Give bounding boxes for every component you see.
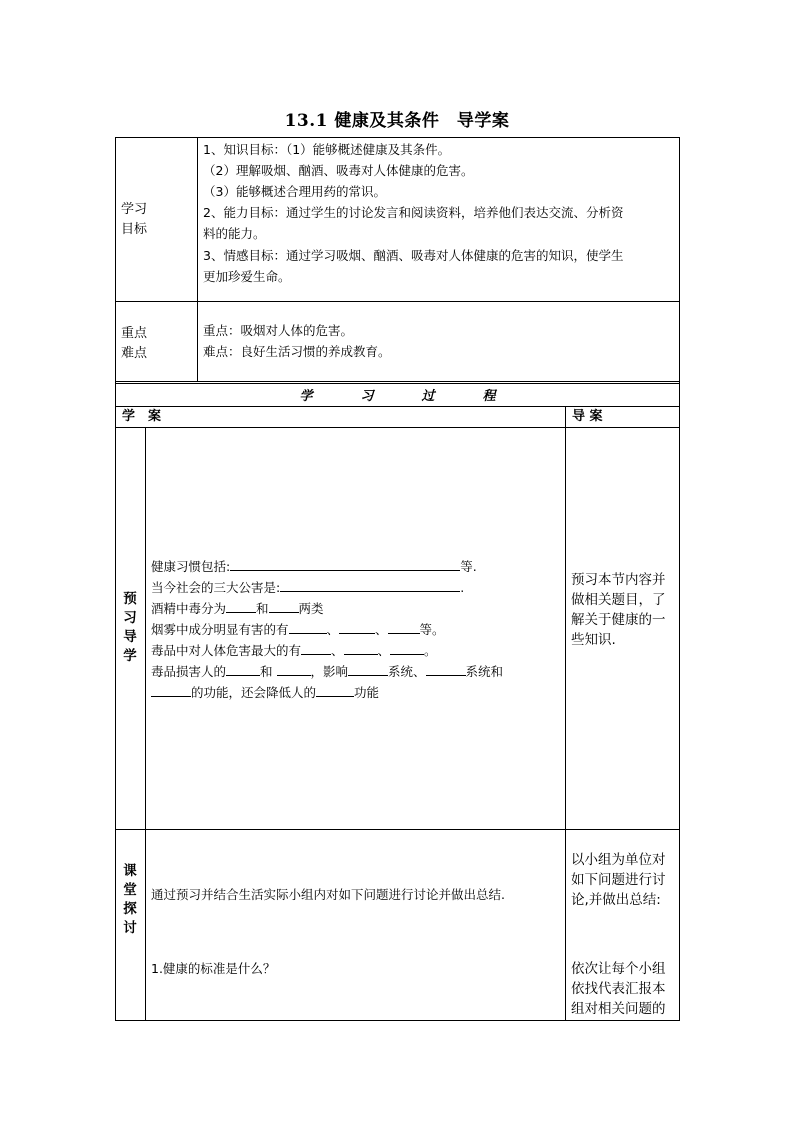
fill-blank[interactable] — [339, 619, 375, 634]
discussion-guide-1: 以小组为单位对如下问题进行讨论,并做出总结: — [571, 852, 666, 908]
fill-blank[interactable] — [269, 598, 299, 613]
objective-line: （2）理解吸烟、酗酒、吸毒对人体健康的危害。 — [203, 163, 474, 178]
fill-blank[interactable] — [151, 682, 191, 697]
difficult-point-text: 难点：良好生活习惯的养成教育。 — [203, 344, 391, 359]
key-point-text: 重点：吸烟对人体的危害。 — [203, 323, 354, 338]
key-points-label: 重点 难点 — [121, 326, 148, 361]
fill-blank[interactable] — [226, 598, 256, 613]
preview-label: 预 习 导 学 — [123, 591, 137, 664]
discussion-guide-2: 依次让每个小组依找代表汇报本组对相关问题的 — [571, 961, 666, 1017]
objective-line: 3、情感目标：通过学习吸烟、酗酒、吸毒对人体健康的危害的知识，使学生 — [203, 248, 624, 263]
fill-blank[interactable] — [301, 640, 331, 655]
objective-line: 料的能力。 — [203, 226, 266, 241]
objective-line: 2、能力目标：通过学生的讨论发言和阅读资料，培养他们表达交流、分析资 — [203, 205, 624, 220]
fill-blank[interactable] — [344, 640, 378, 655]
fill-blank[interactable] — [390, 640, 424, 655]
question-drug-function: 的功能，还会降低人的 功能 — [151, 682, 379, 703]
question-drug-damage: 毒品损害人的 和 ，影响 系统、 系统和 — [151, 661, 503, 682]
objective-line: 更加珍爱生命。 — [203, 269, 291, 284]
preview-guide-text: 预习本节内容并做相关题目，了解关于健康的一些知识. — [571, 572, 666, 648]
objectives-label: 学习 目标 — [121, 202, 148, 237]
question-three-hazards: 当今社会的三大公害是: . — [151, 577, 464, 598]
fill-blank[interactable] — [277, 661, 311, 676]
study-plan-header: 学 案 — [122, 409, 162, 424]
page-title: 13.1 健康及其条件 导学案 — [284, 111, 510, 131]
fill-blank[interactable] — [316, 682, 354, 697]
guide-plan-header: 导 案 — [572, 409, 603, 424]
fill-blank[interactable] — [230, 556, 460, 571]
process-header: 学 习 过 程 — [299, 389, 496, 404]
objective-line: （3）能够概述合理用药的常识。 — [203, 184, 386, 199]
discussion-label: 课 堂 探 讨 — [123, 863, 137, 936]
fill-blank[interactable] — [348, 661, 388, 676]
fill-blank[interactable] — [226, 661, 260, 676]
fill-blank[interactable] — [289, 619, 327, 634]
question-drugs: 毒品中对人体危害最大的有 、 、 。 — [151, 640, 437, 661]
objective-line: 1、知识目标：（1）能够概述健康及其条件。 — [203, 142, 451, 157]
question-smoke: 烟雾中成分明显有害的有 、 、 等。 — [151, 619, 445, 640]
discussion-intro: 通过预习并结合生活实际小组内对如下问题进行讨论并做出总结. — [151, 887, 505, 902]
fill-blank[interactable] — [426, 661, 466, 676]
question-healthy-habits: 健康习惯包括: 等. — [151, 556, 477, 577]
question-alcohol: 酒精中毒分为 和 两类 — [151, 598, 324, 619]
fill-blank[interactable] — [280, 577, 460, 592]
fill-blank[interactable] — [388, 619, 420, 634]
discussion-question-1: 1.健康的标准是什么？ — [151, 961, 276, 976]
